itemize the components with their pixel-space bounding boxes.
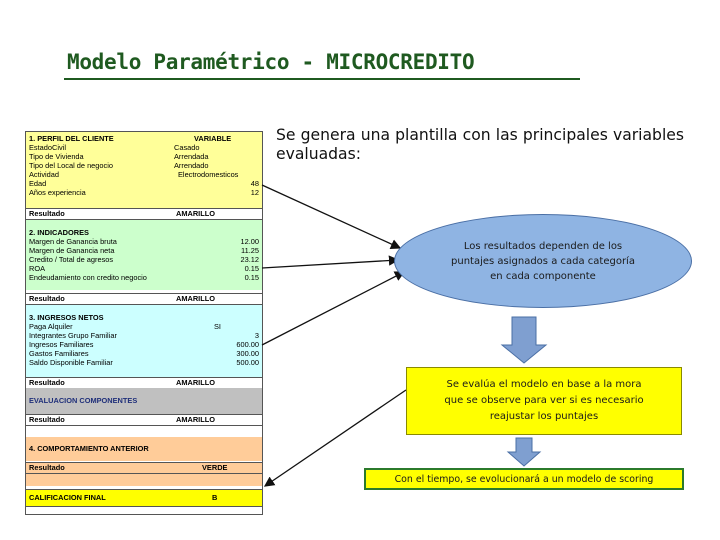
results-ellipse bbox=[394, 214, 692, 308]
perfil-row-value: Arrendado bbox=[174, 161, 209, 170]
ingresos-row-label: Paga Alquiler bbox=[29, 322, 73, 331]
indicadores-row-value: 11.25 bbox=[241, 246, 259, 255]
evaluation-note-text: Se evalúa el modelo en base a la mora que se observe para ver si es necesario reajustar los puntajes bbox=[444, 379, 644, 422]
indicadores-row-label: Credito / Total de agresos bbox=[29, 255, 114, 264]
arrow-perfil-to-ellipse bbox=[262, 185, 400, 248]
scoring-note-box bbox=[364, 468, 684, 490]
comportamiento-result-label: Resultado bbox=[29, 463, 65, 472]
indicadores-row-value: 0.15 bbox=[244, 273, 259, 282]
perfil-row-label: Edad bbox=[29, 179, 47, 188]
perfil-row-label: EstadoCivil bbox=[29, 143, 66, 152]
ingresos-result-label: Resultado bbox=[29, 378, 65, 387]
perfil-row-label: Tipo del Local de negocio bbox=[29, 161, 113, 170]
small-down-arrow-icon bbox=[508, 438, 540, 466]
ellipse-text: Los resultados dependen de los puntajes asignados a cada categoría en cada componente bbox=[451, 240, 635, 282]
perfil-header-right: VARIABLE bbox=[194, 134, 232, 143]
evaluacion-result-label: Resultado bbox=[29, 415, 65, 424]
indicadores-header: 2. INDICADORES bbox=[29, 228, 89, 237]
indicadores-row-value: 12.00 bbox=[240, 237, 259, 246]
arrow-indicadores-to-ellipse bbox=[262, 260, 398, 268]
indicadores-row-value: 0.15 bbox=[244, 264, 259, 273]
perfil-row-label: Años experiencia bbox=[29, 188, 86, 197]
ingresos-row-label: Integrantes Grupo Familiar bbox=[29, 331, 117, 340]
indicadores-row-label: ROA bbox=[29, 264, 46, 273]
indicadores-row-label: Margen de Ganancia bruta bbox=[29, 237, 117, 246]
ingresos-row-value: 300.00 bbox=[236, 349, 259, 358]
ingresos-row-label: Gastos Familiares bbox=[29, 349, 89, 358]
perfil-header: 1. PERFIL DEL CLIENTE bbox=[29, 134, 114, 143]
ingresos-result-value: AMARILLO bbox=[176, 378, 215, 387]
indicadores-row-label: Margen de Ganancia neta bbox=[29, 246, 115, 255]
ingresos-row-value: 3 bbox=[254, 331, 259, 340]
ingresos-header: 3. INGRESOS NETOS bbox=[29, 313, 104, 322]
arrow-ingresos-to-ellipse bbox=[262, 272, 404, 345]
comportamiento-result-value: VERDE bbox=[202, 463, 228, 472]
ingresos-row-value: 600.00 bbox=[236, 340, 259, 349]
final-rating-value: B bbox=[212, 493, 218, 502]
perfil-row-value: 48 bbox=[250, 179, 259, 188]
indicadores-result-value: AMARILLO bbox=[176, 294, 215, 303]
comportamiento-header: 4. COMPORTAMIENTO ANTERIOR bbox=[29, 444, 149, 453]
perfil-row-value: 12 bbox=[250, 188, 259, 197]
ingresos-row-mid: SI bbox=[214, 322, 221, 331]
down-arrow-icon bbox=[502, 317, 546, 363]
intro-text: Se genera una plantilla con las principales variables evaluadas: bbox=[276, 126, 684, 163]
perfil-result-label: Resultado bbox=[29, 209, 65, 218]
ingresos-row-value: 500.00 bbox=[236, 358, 259, 367]
page-title: Modelo Paramétrico - MICROCREDITO bbox=[67, 50, 475, 74]
perfil-row-value: Arrendada bbox=[174, 152, 209, 161]
ingresos-row-label: Saldo Disponible Familiar bbox=[29, 358, 113, 367]
indicadores-row-value: 23.12 bbox=[240, 255, 259, 264]
perfil-row-label: Tipo de Vivienda bbox=[29, 152, 84, 161]
perfil-row-value: Electrodomesticos bbox=[178, 170, 239, 179]
indicadores-result-label: Resultado bbox=[29, 294, 65, 303]
ingresos-row-label: Ingresos Familiares bbox=[29, 340, 94, 349]
scoring-note-text: Con el tiempo, se evolucionará a un modelo de scoring bbox=[394, 473, 654, 485]
evaluacion-header: EVALUACION COMPONENTES bbox=[29, 396, 138, 405]
indicadores-row-label: Endeudamiento con credito negocio bbox=[29, 273, 147, 282]
perfil-row-label: Actividad bbox=[29, 170, 59, 179]
evaluation-note-box bbox=[406, 367, 682, 435]
evaluacion-result-value: AMARILLO bbox=[176, 415, 215, 424]
perfil-row-value: Casado bbox=[174, 143, 200, 152]
perfil-result-value: AMARILLO bbox=[176, 209, 215, 218]
final-rating-label: CALIFICACION FINAL bbox=[29, 493, 106, 502]
